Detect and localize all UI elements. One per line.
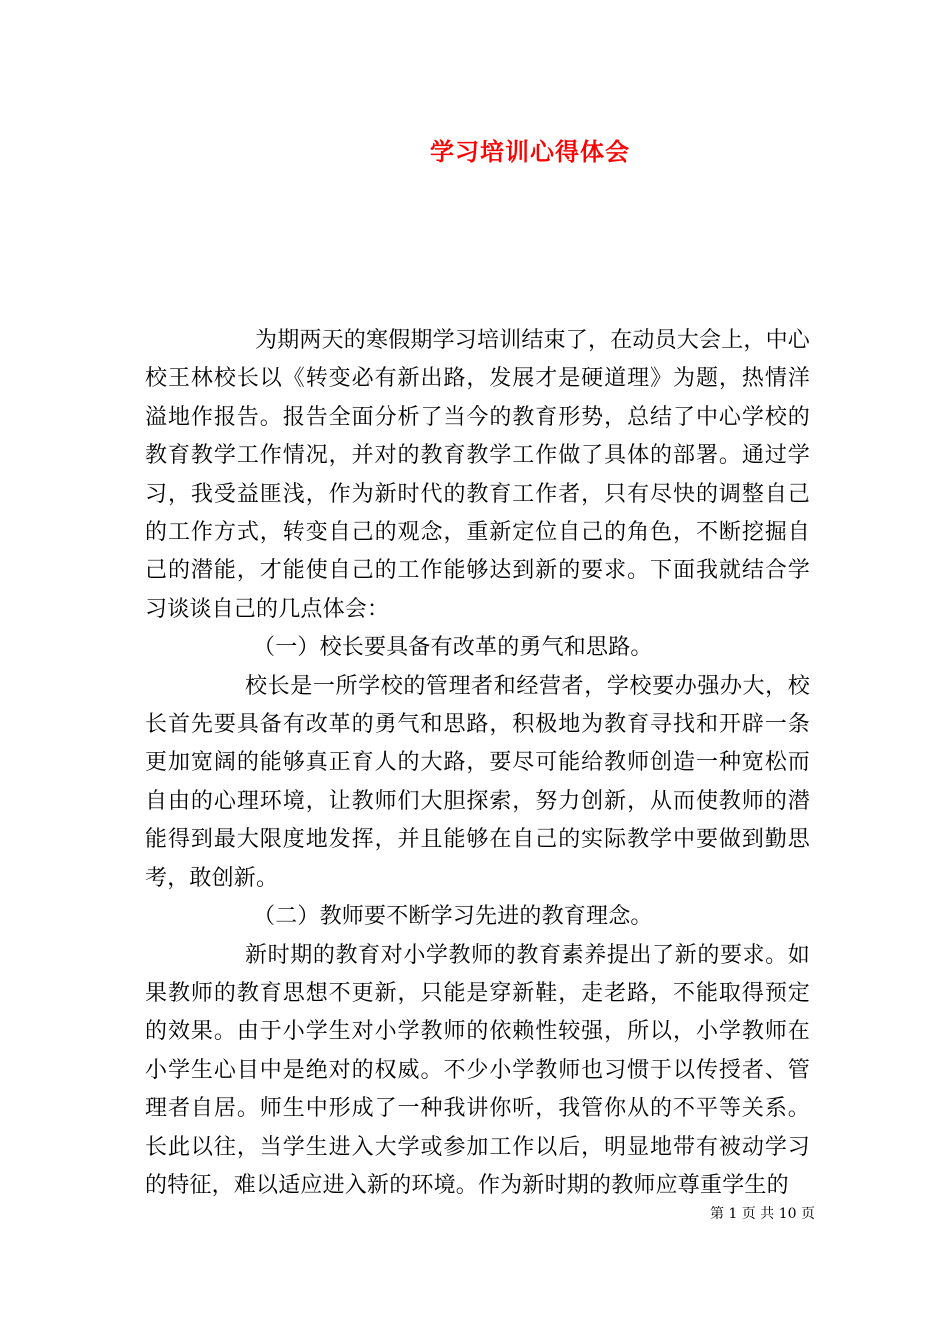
page-number: 第 1 页 共 10 页 xyxy=(710,1206,815,1222)
document-title: 学习培训心得体会 xyxy=(430,137,630,166)
section-1-paragraph: 校长是一所学校的管理者和经营者，学校要办强办大，校长首先要具备有改革的勇气和思路，积极地为教育寻找和开辟一条更加宽阔的能够真正育人的大路，要尽可能给教师创造一种宽松而自由的心理环境，让教师们大胆探索，努力创新，从而使教师的潜能得到最大限度地发挥，并且能够在自己的实际教学中要做到勤思考，敢创新。 xyxy=(145,673,810,891)
document-body xyxy=(145,322,810,1205)
section-heading-2: （二）教师要不断学习先进的教育理念。 xyxy=(253,904,653,930)
intro-paragraph: 为期两天的寒假期学习培训结束了，在动员大会上，中心校王林校长以《转变必有新出路，发展才是硬道理》为题，热情洋溢地作报告。报告全面分析了当今的教育形势，总结了中心学校的教育教学工作情况，并对的教育教学工作做了具体的部署。通过学习，我受益匪浅，作为新时代的教育工作者，只有尽快的调整自己的工作方式，转变自己的观念，重新定位自己的角色，不断挖掘自己的潜能，才能使自己的工作能够达到新的要求。下面我就结合学习谈谈自己的几点体会： xyxy=(145,328,811,622)
section-2-paragraph: 新时期的教育对小学教师的教育素养提出了新的要求。如果教师的教育思想不更新，只能是穿新鞋，走老路，不能取得预定的效果。由于小学生对小学教师的依赖性较强，所以，小学教师在小学生心目中是绝对的权威。不少小学教师也习惯于以传授者、管理者自居。师生中形成了一种我讲你听，我管你从的不平等关系。长此以往，当学生进入大学或参加工作以后，明显地带有被动学习的特征，难以适应进入新的环境。作为新时期的教师应尊重学生的 xyxy=(145,942,810,1198)
section-heading-1: （一）校长要具备有改革的勇气和思路。 xyxy=(253,635,653,661)
